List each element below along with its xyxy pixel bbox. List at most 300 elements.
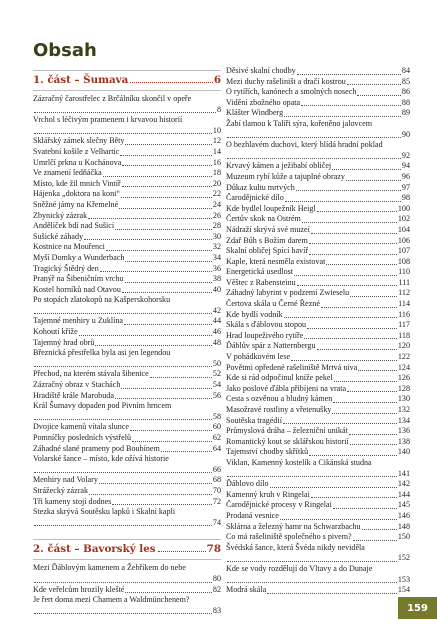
toc-entry-title: Je řert doma mezi Chamem a Waldmünchenem? xyxy=(33,595,190,605)
toc-entry-title: Ďáblovo dílo xyxy=(226,479,269,489)
toc-entry-page: 44 xyxy=(212,316,221,326)
toc-entry-page: 30 xyxy=(212,231,221,241)
dot-leader xyxy=(34,582,212,583)
toc-entry-title: Povětmi opředené rašeliniště Mrtvá niva xyxy=(226,362,358,372)
toc-entry[interactable] xyxy=(226,458,410,479)
dot-leader xyxy=(34,613,212,614)
toc-entry-page: 48 xyxy=(212,337,221,347)
toc-entry-title: Svatební košile z Velhartic xyxy=(33,146,120,156)
toc-entry-page: 102 xyxy=(397,214,410,224)
dot-leader xyxy=(333,402,397,403)
toc-entry[interactable] xyxy=(226,437,410,448)
dot-leader xyxy=(317,349,397,350)
toc-entry[interactable] xyxy=(226,426,410,437)
toc-entry[interactable] xyxy=(33,585,221,596)
dot-leader xyxy=(122,165,212,166)
dot-leader xyxy=(88,218,212,219)
toc-entry-title: Kde si rád odpočinul kníže pekel xyxy=(226,373,333,383)
toc-entry-page: 118 xyxy=(398,330,410,340)
toc-entry-title: Žabí tlamou k Talíři sýra, kořeněno jalovcem xyxy=(226,118,373,128)
toc-entry-page: 88 xyxy=(401,97,410,107)
toc-entry[interactable] xyxy=(33,486,221,497)
toc-entry-title: Pranýř na Šibeničním vrchu xyxy=(33,274,124,284)
part-label: 2. část – Bavorský les xyxy=(33,543,156,556)
toc-entry[interactable] xyxy=(33,380,221,391)
dot-leader xyxy=(130,430,212,431)
dot-leader xyxy=(161,451,212,452)
toc-entry[interactable] xyxy=(33,595,221,616)
toc-entry-title: Tajemství chodby skřítků xyxy=(226,447,309,457)
dot-leader xyxy=(309,243,397,244)
toc-entry-page: 153 xyxy=(397,574,410,584)
dot-leader xyxy=(122,292,212,293)
toc-entry-title: Menhiry nad Volary xyxy=(33,475,98,485)
toc-entry-page: 132 xyxy=(397,405,410,414)
dot-leader xyxy=(122,186,212,187)
toc-entry-title: Sklářský zámek slečny Běty xyxy=(33,136,125,146)
toc-entry-page: 16 xyxy=(212,157,221,167)
dot-leader xyxy=(317,211,397,212)
toc-entry-title: O bezhlavém duchovi, který hlídá hradní poklad xyxy=(226,140,383,150)
toc-entry[interactable] xyxy=(226,172,410,183)
toc-entry-title: Nádraží skrývá své muzeí xyxy=(226,224,310,234)
dot-leader xyxy=(227,561,397,562)
toc-entry[interactable] xyxy=(226,288,410,299)
toc-entry-page: 24 xyxy=(212,199,221,209)
toc-entry-title: Myší Domky a Wunderbach xyxy=(33,252,125,262)
toc-entry[interactable] xyxy=(33,401,221,422)
toc-entry[interactable] xyxy=(226,331,410,342)
dot-leader xyxy=(311,497,397,498)
dot-leader xyxy=(34,472,212,473)
toc-entry-title: Čarodějnické dílo xyxy=(226,193,284,203)
toc-entry-title: Cesta s ozvěnou a bludný kámen xyxy=(226,394,333,404)
toc-entry[interactable] xyxy=(33,295,221,316)
toc-entry-page: 42 xyxy=(212,305,221,315)
toc-entry-page: 68 xyxy=(212,475,221,485)
toc-entry[interactable] xyxy=(33,422,221,433)
dot-leader xyxy=(115,398,212,399)
toc-entry-page: 70 xyxy=(212,485,221,495)
toc-entry-page: 94 xyxy=(401,161,410,171)
toc-entry[interactable] xyxy=(226,267,410,278)
toc-entry-title: Sněžné jámy na Křemelné xyxy=(33,199,119,209)
toc-entry-title: Kde bydlel loupežník Heigl xyxy=(226,203,316,213)
toc-entry[interactable] xyxy=(33,242,221,253)
toc-entry-title: Romantický kout se sklářskou historií xyxy=(226,436,349,446)
dot-leader xyxy=(326,264,397,265)
toc-entry-page: 141 xyxy=(397,468,410,478)
toc-entry-title: Čertův skok na Ostrém xyxy=(226,214,301,224)
toc-entry[interactable] xyxy=(33,115,221,136)
toc-entry-title: Andělíček bdí nad Sušicí xyxy=(33,221,115,231)
toc-entry[interactable] xyxy=(226,585,410,596)
toc-entry-title: Klášter Windberg xyxy=(226,108,284,118)
toc-entry-title: Krvavý kámen a ježibabí obličej xyxy=(226,161,332,171)
toc-entry-title: Důkaz kultu mrtvých xyxy=(226,182,295,192)
toc-entry[interactable] xyxy=(226,278,410,289)
toc-entry-page: 130 xyxy=(397,394,410,404)
toc-entry-page: 74 xyxy=(212,517,221,527)
toc-entry-title: Mezi Ďáblovým kamenem a Žebříkem do nebe xyxy=(33,563,186,573)
dot-leader xyxy=(103,176,212,177)
dot-leader xyxy=(95,345,211,346)
toc-entry[interactable] xyxy=(33,497,221,508)
dot-leader xyxy=(347,391,397,392)
dot-leader xyxy=(99,483,212,484)
toc-entry[interactable] xyxy=(33,158,221,169)
toc-entry[interactable] xyxy=(226,394,410,405)
toc-entry-page: 38 xyxy=(212,274,221,284)
toc-entry-title: Zbynický zázrak xyxy=(33,210,88,220)
toc-entry-page: 136 xyxy=(397,426,410,436)
toc-entry-title: Ďáblův spár z Natternbergu xyxy=(226,341,316,351)
toc-entry[interactable] xyxy=(33,563,221,584)
toc-entry-page: 124 xyxy=(397,362,410,372)
toc-entry[interactable] xyxy=(33,264,221,275)
toc-entry[interactable] xyxy=(226,108,410,119)
toc-entry[interactable] xyxy=(226,479,410,490)
dot-leader xyxy=(119,208,212,209)
dot-leader xyxy=(346,180,401,181)
toc-entry-page: 56 xyxy=(212,390,221,400)
toc-entry-title: Zázračný obraz v Stachách xyxy=(33,380,121,390)
toc-entry-page: 138 xyxy=(397,436,410,446)
dot-leader xyxy=(115,229,212,230)
dot-leader xyxy=(79,335,212,336)
toc-entry-page: 26 xyxy=(212,210,221,220)
toc-entry[interactable] xyxy=(33,338,221,349)
toc-entry-title: Záhadné slané prameny pod Boubínem xyxy=(33,443,160,453)
toc-entry[interactable] xyxy=(226,214,410,225)
toc-entry[interactable] xyxy=(33,136,221,147)
toc-entry-page: 106 xyxy=(397,235,410,245)
toc-entries-right xyxy=(226,66,410,596)
dot-leader xyxy=(353,540,397,541)
toc-entry[interactable] xyxy=(226,384,410,395)
toc-entry-page: 100 xyxy=(397,203,410,213)
toc-entry[interactable] xyxy=(33,221,221,232)
dot-leader xyxy=(347,84,401,85)
toc-entry[interactable] xyxy=(33,348,221,369)
part-heading-1[interactable] xyxy=(33,74,221,86)
toc-entry-page: 8 xyxy=(216,104,221,114)
toc-entry-title: Kamenný kruh v Ringelai xyxy=(226,489,310,499)
toc-entry[interactable] xyxy=(226,405,410,416)
toc-entry[interactable] xyxy=(226,66,410,77)
dot-leader xyxy=(321,307,397,308)
toc-entry[interactable] xyxy=(226,87,410,98)
toc-entry-page: 85 xyxy=(401,76,410,86)
toc-entry-title: Kaple, která nesměla existovat xyxy=(226,256,326,266)
toc-entry-title: Stezka skrývá Soutěsku lapků i Skalní kapli xyxy=(33,507,176,517)
toc-entry-page: 36 xyxy=(212,263,221,273)
toc-entry[interactable] xyxy=(226,119,410,140)
toc-entry-title: Čertova skála u Černé Řezné xyxy=(226,299,320,309)
toc-entry[interactable] xyxy=(33,211,221,222)
dot-leader xyxy=(284,116,401,117)
toc-entry-page: 58 xyxy=(212,411,221,421)
dot-leader xyxy=(125,261,211,262)
dot-leader xyxy=(34,525,212,526)
dot-leader xyxy=(291,360,397,361)
toc-entry[interactable] xyxy=(226,416,410,427)
toc-entry-title: Ve znamení ledňáčka xyxy=(33,168,102,178)
toc-entry-page: 134 xyxy=(397,415,410,425)
toc-entry-title: O rytířích, kanónech a smolných nosech xyxy=(226,87,357,97)
toc-entry-title: Dvojice kamenů vítala slunce xyxy=(33,422,129,432)
dot-leader xyxy=(358,370,397,371)
toc-entry-title: Skalní obličej Spící havíř xyxy=(226,246,309,256)
toc-entry[interactable] xyxy=(226,564,410,585)
toc-entry[interactable] xyxy=(33,94,221,115)
toc-entry[interactable] xyxy=(33,454,221,475)
toc-entry-page: 97 xyxy=(401,182,410,192)
dot-leader xyxy=(285,201,401,202)
dot-leader xyxy=(357,95,401,96)
dot-leader xyxy=(349,434,397,435)
toc-entry-page: 96 xyxy=(401,171,410,181)
dot-leader xyxy=(130,82,213,83)
toc-entry[interactable] xyxy=(226,183,410,194)
page-number-badge: 159 xyxy=(398,597,437,619)
toc-entry-page: 46 xyxy=(212,327,221,337)
toc-entry-page: 34 xyxy=(212,252,221,262)
page-title: Obsah xyxy=(33,40,97,61)
toc-entry[interactable] xyxy=(226,140,410,161)
toc-entry[interactable] xyxy=(33,433,221,444)
toc-entry-page: 98 xyxy=(401,193,410,203)
toc-entry-title: Přechod, na kterém stávala šibenice xyxy=(33,369,149,379)
toc-entry-title: Jako poslové ďábla přibíjeni na vrata xyxy=(226,383,347,393)
toc-entry-page: 126 xyxy=(397,373,410,383)
dot-leader xyxy=(297,285,398,286)
toc-entry[interactable] xyxy=(226,299,410,310)
toc-entry-title: V pohádkovém lese xyxy=(226,352,291,362)
divider xyxy=(33,539,221,540)
toc-entry-title: Umrlčí prkna u Kochánova xyxy=(33,157,122,167)
toc-entry-page: 154 xyxy=(397,585,410,595)
toc-entry-page: 60 xyxy=(212,422,221,432)
toc-entry-page: 145 xyxy=(397,500,410,510)
toc-entry[interactable] xyxy=(33,232,221,243)
dot-leader xyxy=(124,324,212,325)
toc-entry[interactable] xyxy=(33,391,221,402)
dot-leader xyxy=(350,296,397,297)
dot-leader xyxy=(332,413,396,414)
toc-entry[interactable] xyxy=(33,253,221,264)
toc-entry-title: Sklárna a železný hamr na Schwarzbachu xyxy=(226,521,361,531)
toc-entry[interactable] xyxy=(33,274,221,285)
toc-entry-page: 104 xyxy=(397,224,410,234)
toc-entry-page: 140 xyxy=(397,447,410,457)
toc-entry-title: Průmyslová dráha – železniční unikát xyxy=(226,426,348,436)
toc-entry-page: 40 xyxy=(212,284,221,294)
toc-entries-part2 xyxy=(33,563,221,616)
toc-entries-part1 xyxy=(33,94,221,528)
dot-leader xyxy=(311,233,397,234)
dot-leader xyxy=(227,582,397,583)
toc-entry-page: 111 xyxy=(398,277,410,287)
toc-entry-title: Kostnice na Mouřenci xyxy=(33,242,105,252)
toc-entry-title: Kde se vody rozdělují do Vltavy a do Dunaje xyxy=(226,563,373,573)
divider xyxy=(33,70,221,71)
toc-entry-page: 110 xyxy=(398,267,410,277)
dot-leader xyxy=(84,239,212,240)
toc-entry-page: 10 xyxy=(212,125,221,135)
toc-entry-page: 32 xyxy=(212,242,221,252)
toc-entry[interactable] xyxy=(33,316,221,327)
toc-entry-title: Kde bydlí vodník xyxy=(226,309,283,319)
toc-entry-page: 90 xyxy=(401,129,410,139)
toc-entry-title: Vrchol s léčivým pramenem i krvavou historií xyxy=(33,115,183,125)
toc-entry[interactable] xyxy=(226,246,410,257)
dot-leader xyxy=(121,197,212,198)
toc-entry-title: Modrá skála xyxy=(226,585,267,595)
toc-entry[interactable] xyxy=(226,500,410,511)
toc-entry[interactable] xyxy=(226,341,410,352)
toc-entry[interactable] xyxy=(226,193,410,204)
toc-entry-title: Pomníčky posledních výstřelů xyxy=(33,433,132,442)
toc-entry[interactable] xyxy=(226,543,410,564)
toc-entry[interactable] xyxy=(226,352,410,363)
toc-entry-page: 84 xyxy=(401,66,410,75)
dot-leader xyxy=(284,317,398,318)
toc-entry-title: Kde veřelcům hrozily klešté xyxy=(33,584,125,594)
toc-entry-page: 150 xyxy=(397,532,410,542)
toc-entry[interactable] xyxy=(33,507,221,528)
toc-entry-page: 22 xyxy=(212,189,221,199)
toc-entry-title: Tajemný hrad obrů xyxy=(33,337,95,347)
toc-entry[interactable] xyxy=(33,444,221,455)
toc-entry-title: Švédská šance, která Švéda nikdy neviděla xyxy=(226,542,365,552)
toc-entry[interactable] xyxy=(226,511,410,522)
toc-entry-title: Děsivé skalní chodby xyxy=(226,66,296,75)
dot-leader xyxy=(112,504,211,505)
toc-entry-page: 148 xyxy=(397,521,410,531)
toc-entry[interactable] xyxy=(226,225,410,236)
toc-entry-page: 117 xyxy=(398,320,410,330)
toc-entry-page: 144 xyxy=(397,489,410,499)
toc-entry[interactable] xyxy=(226,257,410,268)
toc-entry[interactable] xyxy=(226,236,410,247)
toc-entry[interactable] xyxy=(226,77,410,88)
dot-leader xyxy=(125,282,212,283)
toc-entry[interactable] xyxy=(226,522,410,533)
toc-entry-page: 107 xyxy=(397,246,410,256)
toc-entry[interactable] xyxy=(33,369,221,380)
dot-leader xyxy=(227,476,397,477)
toc-entry[interactable] xyxy=(33,147,221,158)
toc-entry[interactable] xyxy=(226,532,410,543)
toc-entry-title: Volarské šance – místo, kde ožívá historie xyxy=(33,454,169,464)
toc-entry[interactable] xyxy=(33,200,221,211)
dot-leader xyxy=(297,74,401,75)
toc-entry-page: 146 xyxy=(397,510,410,520)
toc-entry-page: 66 xyxy=(212,464,221,474)
toc-entry-page: 128 xyxy=(397,383,410,393)
dot-leader xyxy=(334,381,397,382)
toc-entry-title: Masožravé rostliny a vřetenušky xyxy=(226,405,332,414)
divider xyxy=(33,559,221,560)
toc-entry[interactable] xyxy=(33,168,221,179)
toc-entry[interactable] xyxy=(33,327,221,338)
toc-entry[interactable] xyxy=(226,204,410,215)
dot-leader xyxy=(304,338,397,339)
toc-entry[interactable] xyxy=(226,310,410,321)
toc-entry-page: 114 xyxy=(398,299,410,309)
toc-entry-title: Energetická usedlost xyxy=(226,267,294,277)
dot-leader xyxy=(332,169,401,170)
toc-entry-page: 82 xyxy=(212,584,221,594)
toc-entry[interactable] xyxy=(33,179,221,190)
toc-entry-page: 108 xyxy=(397,256,410,266)
toc-entry-page: 89 xyxy=(401,108,410,118)
toc-entry-title: Zdař Bůh s Božím darem xyxy=(226,235,308,245)
toc-entry[interactable] xyxy=(226,98,410,109)
divider xyxy=(33,90,221,91)
dot-leader xyxy=(120,155,212,156)
toc-entry-page: 83 xyxy=(212,605,221,615)
toc-entry[interactable] xyxy=(226,161,410,172)
toc-entry-page: 12 xyxy=(212,136,221,146)
toc-entry-title: Král Šumavy dopaden pod Pivním hrncem xyxy=(33,401,172,411)
dot-leader xyxy=(34,133,212,134)
toc-entry-title: Tragický Štědrý den xyxy=(33,263,99,273)
dot-leader xyxy=(125,144,211,145)
toc-entry[interactable] xyxy=(226,490,410,501)
toc-entry-title: Sušické záhady xyxy=(33,231,84,241)
toc-entry-page: 20 xyxy=(212,178,221,188)
toc-entry-page: 116 xyxy=(398,309,410,319)
dot-leader xyxy=(106,250,212,251)
toc-entry-page: 92 xyxy=(401,150,410,160)
toc-entry[interactable] xyxy=(33,285,221,296)
toc-entry-title: Mezi duchy rašeliništ a dračí kostrou xyxy=(226,76,346,86)
toc-entry[interactable] xyxy=(226,447,410,458)
toc-entry[interactable] xyxy=(33,189,221,200)
toc-entry[interactable] xyxy=(226,373,410,384)
toc-entry[interactable] xyxy=(226,320,410,331)
toc-entry-title: Prodaná vesnice xyxy=(226,510,279,520)
part-heading-2[interactable] xyxy=(33,543,221,555)
dot-leader xyxy=(333,508,397,509)
dot-leader xyxy=(227,137,401,138)
toc-entry-page: 72 xyxy=(212,496,221,506)
dot-leader xyxy=(267,593,397,594)
toc-right-column xyxy=(226,66,410,596)
dot-leader xyxy=(121,388,211,389)
toc-entry-page: 152 xyxy=(397,553,410,563)
dot-leader xyxy=(34,313,212,314)
dot-leader xyxy=(100,271,212,272)
toc-entry-page: 80 xyxy=(212,573,221,583)
toc-entry-title: Čarodějnické procesy v Ringelai xyxy=(226,500,332,510)
part-page: 78 xyxy=(206,543,221,556)
toc-entry-title: Místo, kde žil mnich Vintíř xyxy=(33,178,121,188)
toc-entry[interactable] xyxy=(226,363,410,374)
dot-leader xyxy=(125,592,211,593)
dot-leader xyxy=(280,519,397,520)
toc-entry-title: Hrad loupeživého rytíře xyxy=(226,330,304,340)
dot-leader xyxy=(362,529,397,530)
toc-entry-page: 62 xyxy=(212,433,221,442)
dot-leader xyxy=(34,419,212,420)
dot-leader xyxy=(307,328,397,329)
toc-entry-title: Skála s ďáblovou stopou xyxy=(226,320,307,330)
toc-entry-page: 14 xyxy=(212,146,221,156)
toc-entry[interactable] xyxy=(33,475,221,486)
